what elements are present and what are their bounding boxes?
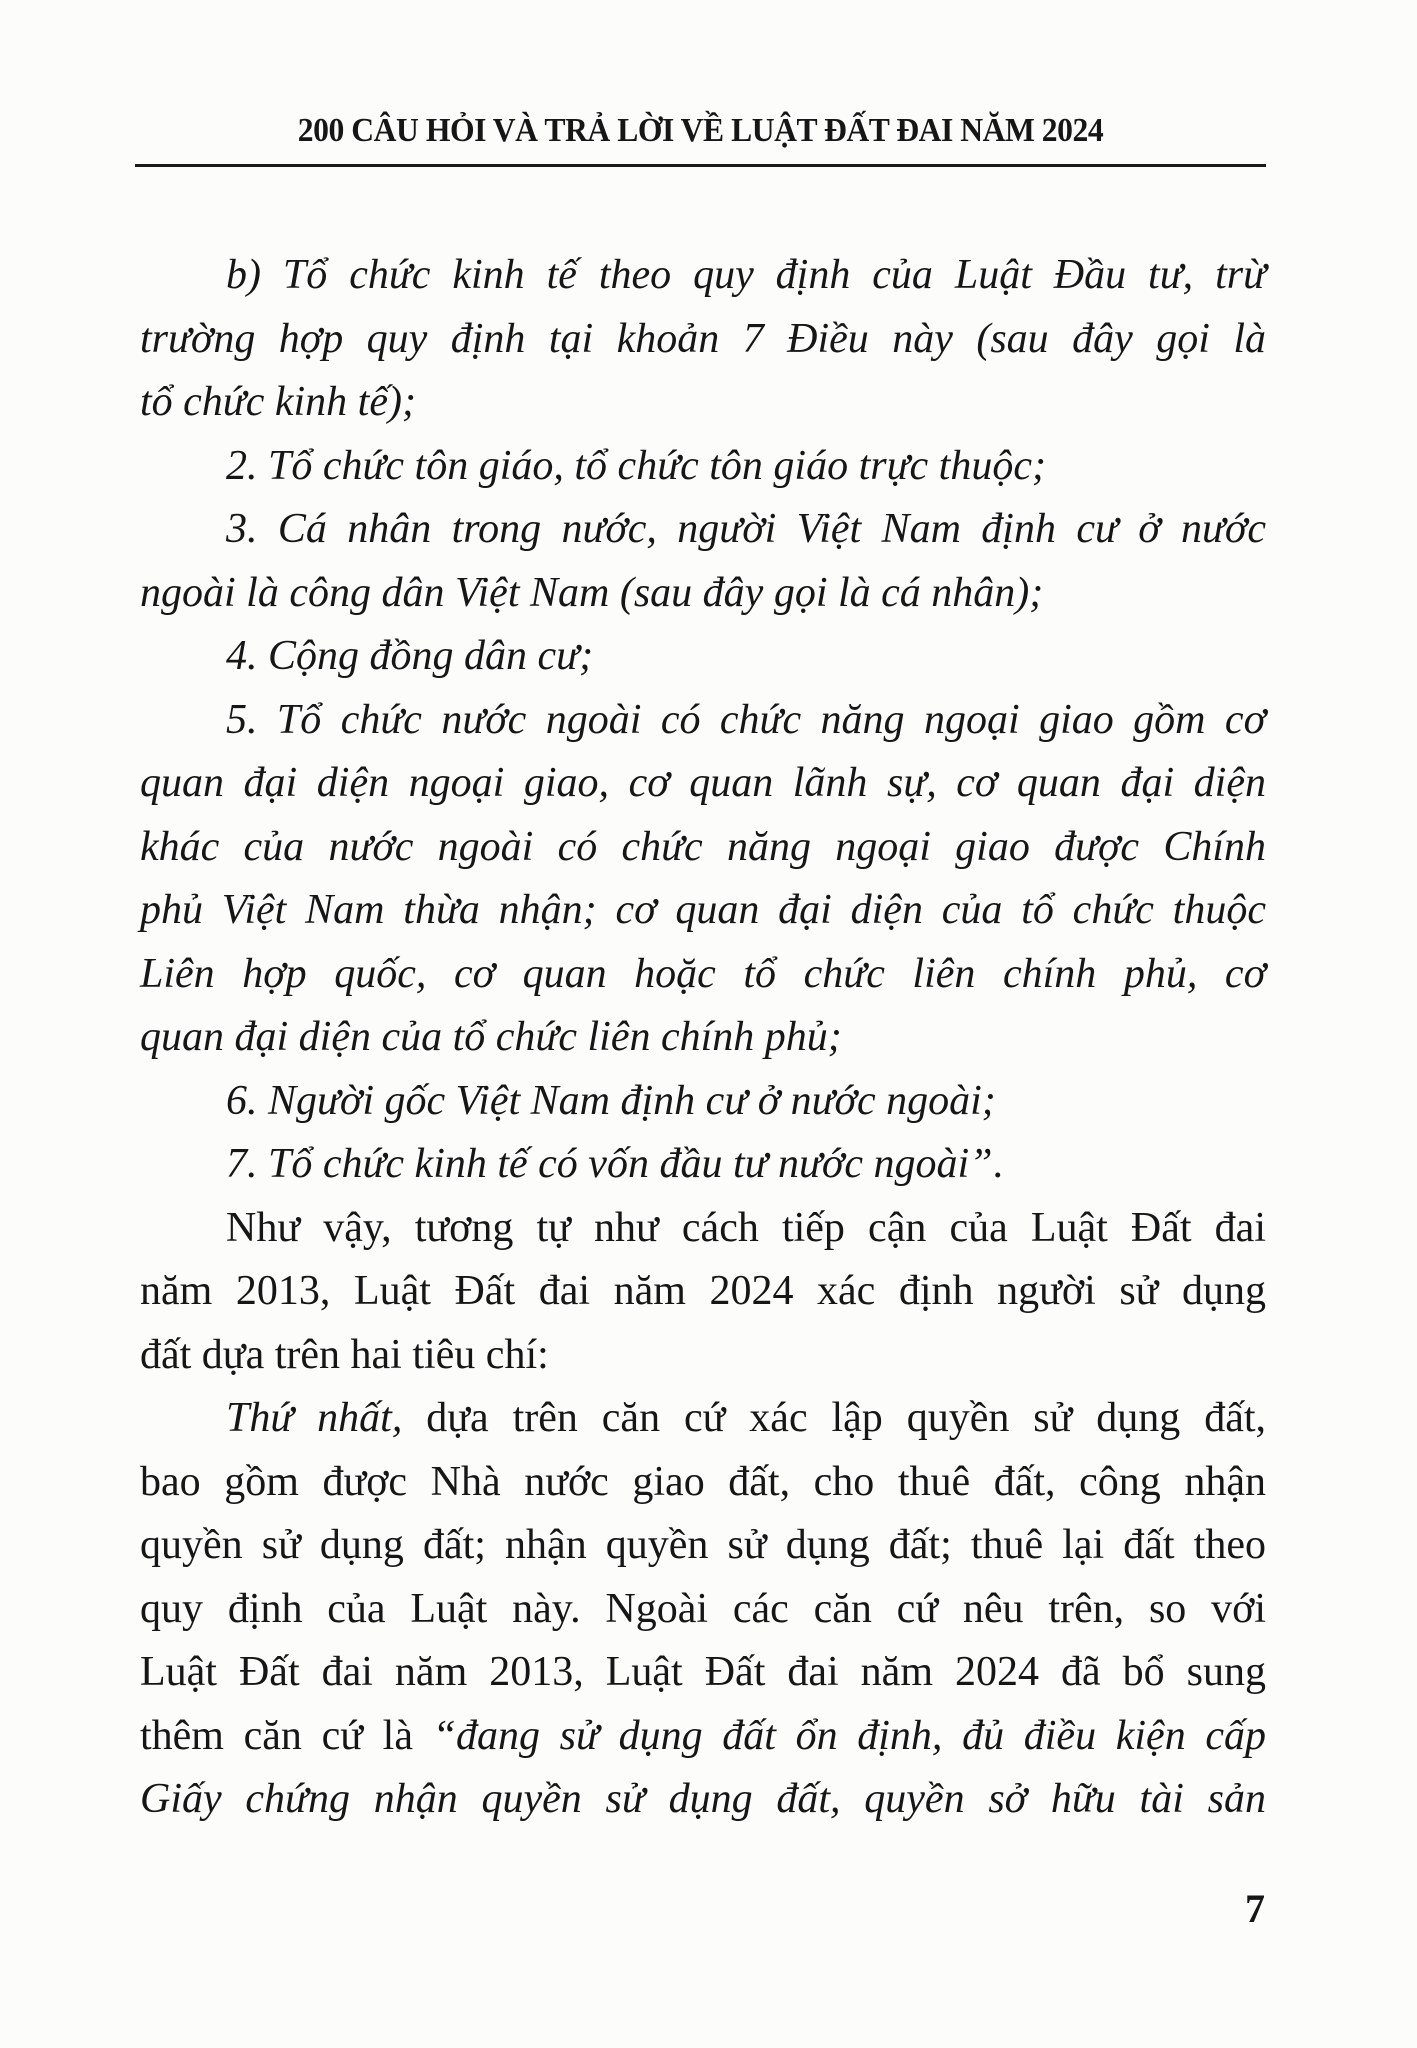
page-body xyxy=(140,244,1266,1832)
text-line xyxy=(140,1387,1266,1451)
text-line xyxy=(140,308,1266,372)
text-segment: quan đại diện của tổ chức liên chính phủ; xyxy=(140,1014,842,1060)
text-segment: phủ Việt Nam thừa nhận; cơ quan đại diện của tổ chức thuộc xyxy=(140,887,1266,933)
text-segment: khác của nước ngoài có chức năng ngoại giao được Chính xyxy=(140,823,1266,870)
header-rule xyxy=(135,164,1266,167)
text-segment: Như vậy, tương tự như cách tiếp cận của Luật Đất đai xyxy=(226,1204,1266,1251)
text-segment: 3. Cá nhân trong nước, người Việt Nam định cư ở nước xyxy=(226,506,1266,552)
text-line xyxy=(140,1197,1266,1261)
text-segment: Luật Đất đai năm 2013, Luật Đất đai năm 2024 đã bổ sung xyxy=(140,1649,1266,1695)
text-segment: Giấy chứng nhận quyền sử dụng đất, quyền sở hữu tài sản xyxy=(140,1776,1266,1822)
text-segment: Thứ nhất, xyxy=(226,1395,403,1441)
text-line xyxy=(140,752,1266,816)
text-line xyxy=(140,1514,1266,1578)
text-line xyxy=(140,1133,1266,1197)
text-line xyxy=(140,689,1266,753)
text-segment: 5. Tổ chức nước ngoài có chức năng ngoại giao gồm cơ xyxy=(226,696,1266,743)
text-line xyxy=(140,1641,1266,1705)
text-line xyxy=(140,879,1266,943)
text-segment: 6. Người gốc Việt Nam định cư ở nước ngoài; xyxy=(226,1077,996,1124)
text-segment: tổ chức kinh tế); xyxy=(140,379,416,425)
text-line xyxy=(140,1768,1266,1832)
page-number: 7 xyxy=(1245,1886,1265,1931)
text-segment: bao gồm được Nhà nước giao đất, cho thuê đất, công nhận xyxy=(140,1458,1266,1505)
text-segment: quan đại diện ngoại giao, cơ quan lãnh sự, cơ quan đại diện xyxy=(140,760,1266,806)
text-segment: . xyxy=(992,1141,1004,1187)
text-line xyxy=(140,1451,1266,1515)
text-line xyxy=(140,562,1266,626)
text-line xyxy=(140,1324,1266,1388)
text-line xyxy=(140,816,1266,880)
text-line xyxy=(140,1705,1266,1769)
text-line xyxy=(140,1070,1266,1134)
text-line xyxy=(140,1578,1266,1642)
text-segment: 2. Tổ chức tôn giáo, tổ chức tôn giáo trực thuộc; xyxy=(226,442,1046,489)
text-segment: b) Tổ chức kinh tế theo quy định của Luật Đầu tư, trừ xyxy=(226,252,1266,298)
text-segment: dựa trên căn cứ xác lập quyền sử dụng đất, xyxy=(402,1395,1267,1441)
text-segment: đất dựa trên hai tiêu chí: xyxy=(140,1331,549,1378)
text-segment: thêm căn cứ là xyxy=(140,1712,433,1759)
text-line xyxy=(140,1006,1266,1070)
text-line xyxy=(140,498,1266,562)
text-segment: Liên hợp quốc, cơ quan hoặc tổ chức liên chính phủ, cơ xyxy=(140,950,1266,997)
text-line xyxy=(140,1260,1266,1324)
text-segment: ngoài là công dân Việt Nam (sau đây gọi là cá nhân); xyxy=(140,569,1044,616)
text-segment: quy định của Luật này. Ngoài các căn cứ nêu trên, so với xyxy=(140,1585,1266,1632)
text-segment: “đang sử dụng đất ổn định, đủ điều kiện cấp xyxy=(432,1712,1267,1759)
text-line xyxy=(140,625,1266,689)
text-line xyxy=(140,943,1266,1007)
running-header: 200 CÂU HỎI VÀ TRẢ LỜI VỀ LUẬT ĐẤT ĐAI NĂM 2024 xyxy=(297,112,1104,149)
text-segment: quyền sử dụng đất; nhận quyền sử dụng đất; thuê lại đất theo xyxy=(140,1522,1266,1568)
text-segment: trường hợp quy định tại khoản 7 Điều này (sau đây gọi là xyxy=(140,315,1266,362)
text-line xyxy=(140,435,1266,499)
text-line xyxy=(140,371,1266,435)
text-segment: năm 2013, Luật Đất đai năm 2024 xác định người sử dụng xyxy=(140,1268,1266,1314)
text-line xyxy=(140,244,1266,308)
text-segment: 7. Tổ chức kinh tế có vốn đầu tư nước ngoài” xyxy=(226,1141,993,1187)
text-segment: 4. Cộng đồng dân cư; xyxy=(226,633,594,679)
